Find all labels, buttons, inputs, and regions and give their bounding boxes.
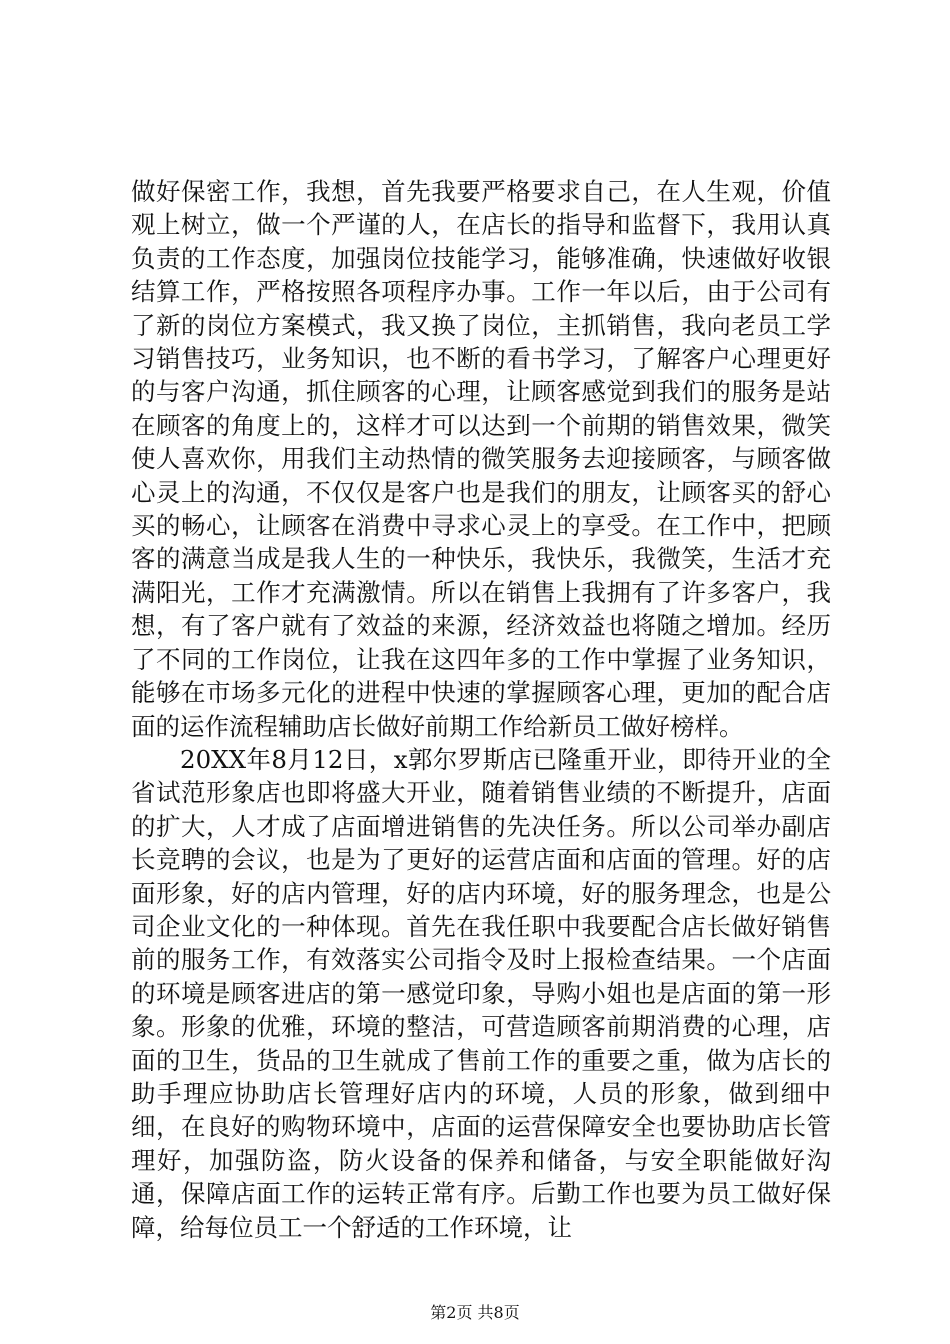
paragraph-1: 做好保密工作，我想，首先我要严格要求自己，在人生观，价值观上树立，做一个严谨的人，在店长的指导和监督下，我用认真负责的工作态度，加强岗位技能学习，能够准确，快速做好收银结算工作，严格按照各项程序办事。工作一年以后，由于公司有了新的岗位方案模式，我又换了岗位，主抓销售，我向老员工学习销售技巧，业务知识，也不断的看书学习，了解客户心理更好的与客户沟通，抓住顾客的心理，让顾客感觉到我们的服务是站在顾客的角度上的，这样才可以达到一个前期的销售效果，微笑使人喜欢你，用我们主动热情的微笑服务去迎接顾客，与顾客做心灵上的沟通，不仅仅是客户也是我们的朋友，让顾客买的舒心买的畅心，让顾客在消费中寻求心灵上的享受。在工作中，把顾客的满意当成是我人生的一种快乐，我快乐，我微笑，生活才充满阳光，工作才充满激情。所以在销售上我拥有了许多客户，我想，有了客户就有了效益的来源，经济效益也将随之增加。经历了不同的工作岗位，让我在这四年多的工作中掌握了业务知识，能够在市场多元化的进程中快速的掌握顾客心理，更加的配合店面的运作流程辅助店长做好前期工作给新员工做好榜样。	[131, 177, 831, 741]
document-body	[131, 175, 831, 1244]
paragraph-2: 20XX年8月12日，x郭尔罗斯店已隆重开业，即待开业的全省试范形象店也即将盛大开业，随着销售业绩的不断提升，店面的扩大，人才成了店面增进销售的先决任务。所以公司举办副店长竞聘的会议，也是为了更好的运营店面和店面的管理。好的店面形象，好的店内管理，好的店内环境，好的服务理念，也是公司企业文化的一种体现。首先在我任职中我要配合店长做好销售前的服务工作，有效落实公司指令及时上报检查结果。一个店面的环境是顾客进店的第一感觉印象，导购小姐也是店面的第一形象。形象的优雅，环境的整洁，可营造顾客前期消费的心理，店面的卫生，货品的卫生就成了售前工作的重要之重，做为店长的助手理应协助店长管理好店内的环境，人员的形象，做到细中细，在良好的购物环境中，店面的运营保障安全也要协助店长管理好，加强防盗，防火设备的保养和储备，与安全职能做好沟通，保障店面工作的运转正常有序。后勤工作也要为员工做好保障，给每位员工一个舒适的工作环境，让	[131, 744, 831, 1242]
page-footer: 第2页 共8页	[430, 1303, 520, 1322]
